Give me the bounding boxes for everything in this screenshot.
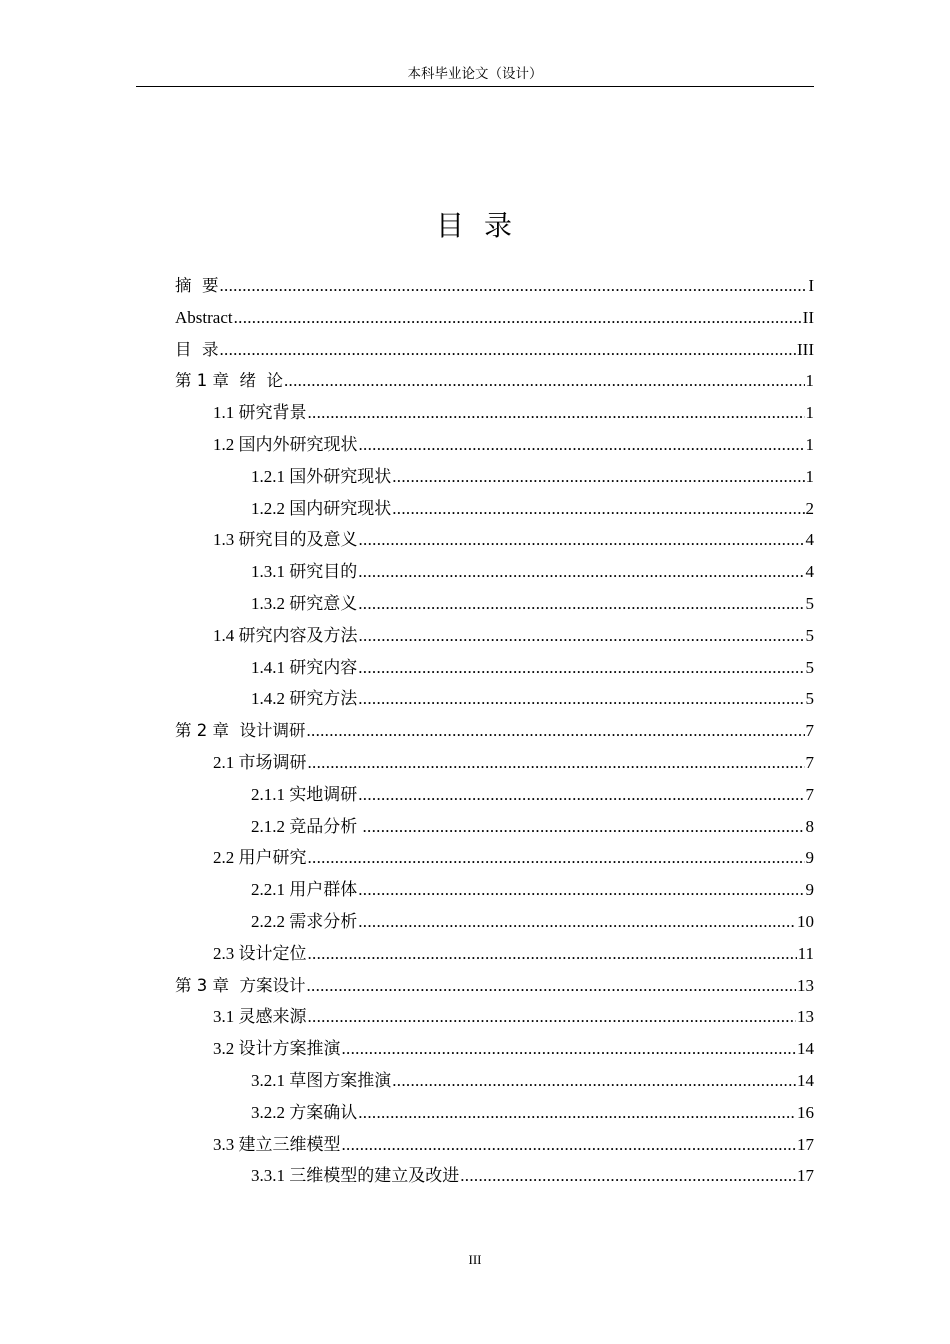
toc-entry[interactable] bbox=[251, 1160, 814, 1192]
toc-leader-dots bbox=[308, 397, 805, 429]
toc-entry[interactable] bbox=[251, 1097, 814, 1129]
toc-entry-page: 17 bbox=[797, 1166, 814, 1186]
toc-leader-dots bbox=[306, 715, 804, 747]
toc-leader-dots bbox=[460, 1160, 796, 1192]
toc-entry-label: 1.2 国内外研究现状 bbox=[213, 435, 358, 454]
toc-leader-dots bbox=[358, 1097, 796, 1129]
toc-entry-page: 17 bbox=[797, 1134, 814, 1154]
toc-leader-dots bbox=[306, 970, 796, 1002]
toc-entry-page: 1 bbox=[805, 371, 814, 391]
toc-leader-dots bbox=[284, 365, 805, 397]
toc-leader-dots bbox=[392, 461, 804, 493]
toc-entry-page: 14 bbox=[797, 1071, 814, 1090]
toc-entry-page: 1 bbox=[805, 435, 814, 454]
toc-entry-page: 7 bbox=[805, 753, 814, 772]
toc-leader-dots bbox=[358, 652, 804, 684]
toc-entry-page: 4 bbox=[805, 530, 814, 550]
toc-entry-page: 8 bbox=[805, 816, 814, 836]
toc-entry[interactable] bbox=[251, 652, 814, 684]
toc-entry-label: 3.2.1 草图方案推演 bbox=[251, 1071, 392, 1090]
toc-leader-dots bbox=[358, 556, 804, 588]
toc-entry-page: II bbox=[802, 307, 814, 327]
toc-leader-dots bbox=[359, 524, 805, 556]
toc-entry-label: Abstract bbox=[175, 307, 233, 327]
toc-entry-label: 2.1.1 实地调研 bbox=[251, 784, 358, 804]
toc-entry-page: 16 bbox=[797, 1102, 814, 1122]
toc-entry-label: 3.2 设计方案推演 bbox=[213, 1039, 341, 1059]
toc-entry-page: 5 bbox=[805, 594, 814, 613]
toc-leader-dots bbox=[358, 779, 804, 811]
toc-entry[interactable] bbox=[251, 1065, 814, 1097]
toc-entry-label: 2.2.2 需求分析 bbox=[251, 912, 358, 931]
toc-entry[interactable] bbox=[251, 811, 814, 843]
toc-leader-dots bbox=[358, 588, 804, 620]
toc-entry[interactable] bbox=[213, 1129, 814, 1161]
toc-entry-page: 7 bbox=[805, 784, 814, 804]
toc-entry-label: 2.2.1 用户群体 bbox=[251, 880, 358, 900]
toc-entry[interactable] bbox=[213, 397, 814, 429]
toc-entry[interactable] bbox=[213, 524, 814, 556]
toc-entry-page: 5 bbox=[805, 657, 814, 677]
toc-entry-label: 1.3.1 研究目的 bbox=[251, 562, 358, 582]
toc-entry-label: 3.1 灵感来源 bbox=[213, 1007, 307, 1027]
toc-entry[interactable] bbox=[213, 842, 814, 874]
toc-entry-label: 1.1 研究背景 bbox=[213, 403, 307, 423]
toc-leader-dots bbox=[234, 302, 802, 334]
toc-entry[interactable] bbox=[175, 270, 814, 302]
toc-entry[interactable] bbox=[213, 1001, 814, 1033]
toc-entry-label: 2.1.2 竞品分析 bbox=[251, 816, 362, 836]
toc-entry[interactable] bbox=[251, 683, 814, 715]
toc-entry-label: 3.3 建立三维模型 bbox=[213, 1134, 341, 1154]
toc-entry-label: 2.3 设计定位 bbox=[213, 943, 307, 963]
toc-entry[interactable] bbox=[175, 365, 814, 397]
toc-leader-dots bbox=[342, 1033, 797, 1065]
toc-entry-page: 1 bbox=[805, 403, 814, 423]
toc-entry-page: 5 bbox=[805, 625, 814, 645]
toc-entry-page: I bbox=[808, 276, 814, 295]
toc-leader-dots bbox=[392, 493, 804, 525]
toc-leader-dots bbox=[308, 1001, 797, 1033]
toc-entry[interactable] bbox=[251, 588, 814, 620]
toc-entry-label: 摘 要 bbox=[175, 276, 219, 295]
toc-leader-dots bbox=[308, 842, 805, 874]
toc-leader-dots bbox=[363, 811, 805, 843]
toc-entry-page: 4 bbox=[805, 562, 814, 582]
toc-leader-dots bbox=[358, 906, 796, 938]
toc-entry-page: 2 bbox=[805, 498, 814, 518]
toc-entry-label: 1.3 研究目的及意义 bbox=[213, 530, 358, 550]
toc-leader-dots bbox=[220, 270, 808, 302]
toc-leader-dots bbox=[220, 334, 797, 366]
toc-entry-label: 1.4 研究内容及方法 bbox=[213, 625, 358, 645]
toc-entry-label: 第 1 章 绪 论 bbox=[175, 371, 283, 391]
toc-entry-label: 1.2.1 国外研究现状 bbox=[251, 466, 392, 486]
toc-entry-page: 9 bbox=[805, 848, 814, 868]
running-header: 本科毕业论文（设计） bbox=[136, 64, 814, 87]
toc-entry-label: 第 3 章 方案设计 bbox=[175, 975, 306, 995]
toc-entry-page: 9 bbox=[805, 880, 814, 900]
toc-entry[interactable] bbox=[213, 747, 814, 779]
toc-entry-page: 1 bbox=[805, 466, 814, 486]
toc-leader-dots bbox=[308, 747, 805, 779]
toc-entry-page: III bbox=[797, 339, 814, 359]
toc-entry[interactable] bbox=[251, 461, 814, 493]
toc-leader-dots bbox=[358, 874, 804, 906]
page-title: 目录 bbox=[435, 209, 532, 242]
toc-entry[interactable] bbox=[251, 906, 814, 938]
toc-entry-label: 3.2.2 方案确认 bbox=[251, 1102, 358, 1122]
toc-entry-page: 11 bbox=[797, 943, 814, 963]
toc-leader-dots bbox=[359, 620, 805, 652]
toc-entry[interactable] bbox=[175, 715, 814, 747]
toc-entry[interactable] bbox=[213, 1033, 814, 1065]
toc-entry-page: 14 bbox=[797, 1039, 814, 1059]
toc-entry[interactable] bbox=[213, 620, 814, 652]
toc-entry-label: 1.4.1 研究内容 bbox=[251, 657, 358, 677]
toc-entry-page: 10 bbox=[797, 912, 814, 931]
toc-entry[interactable] bbox=[213, 938, 814, 970]
toc-entry-label: 1.3.2 研究意义 bbox=[251, 594, 358, 613]
toc-entry-label: 2.1 市场调研 bbox=[213, 753, 307, 772]
toc-leader-dots bbox=[342, 1129, 797, 1161]
toc-entry[interactable] bbox=[213, 429, 814, 461]
page-number-footer: III bbox=[468, 1252, 482, 1267]
toc-leader-dots bbox=[358, 683, 804, 715]
toc-entry-page: 13 bbox=[797, 1007, 814, 1027]
toc-entry[interactable] bbox=[251, 556, 814, 588]
toc-entry-label: 1.4.2 研究方法 bbox=[251, 689, 358, 709]
toc-entry-label: 第 2 章 设计调研 bbox=[175, 721, 306, 741]
toc-entry-page: 5 bbox=[805, 689, 814, 709]
toc-entry-label: 2.2 用户研究 bbox=[213, 848, 307, 868]
toc-entry[interactable] bbox=[175, 970, 814, 1002]
toc-leader-dots bbox=[308, 938, 797, 970]
toc-entry-page: 13 bbox=[797, 975, 814, 995]
toc-entry[interactable] bbox=[175, 302, 814, 334]
toc-entry[interactable] bbox=[251, 874, 814, 906]
toc-entry-label: 1.2.2 国内研究现状 bbox=[251, 498, 392, 518]
toc-entry-label: 目 录 bbox=[175, 339, 219, 359]
toc-leader-dots bbox=[392, 1065, 796, 1097]
toc-entry-page: 7 bbox=[805, 721, 814, 741]
toc-entry[interactable] bbox=[251, 493, 814, 525]
toc-leader-dots bbox=[359, 429, 805, 461]
toc-entry-label: 3.3.1 三维模型的建立及改进 bbox=[251, 1166, 460, 1186]
toc-entry[interactable] bbox=[175, 334, 814, 366]
toc-entry[interactable] bbox=[251, 779, 814, 811]
